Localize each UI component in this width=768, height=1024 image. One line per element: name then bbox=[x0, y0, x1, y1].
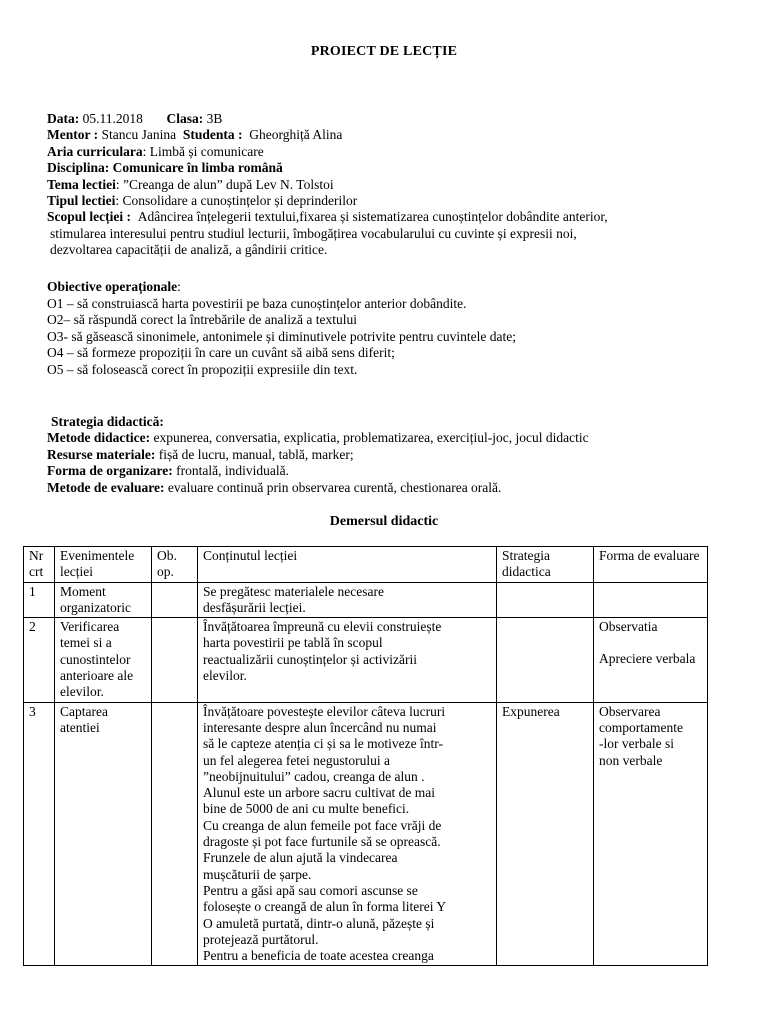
row-event: Verificarea temei si a cunostintelor anterioare ale elevilor. bbox=[55, 618, 152, 702]
content-line: bine de 5000 de ani cu multe benefici. bbox=[203, 801, 410, 817]
tipul-row bbox=[47, 193, 737, 209]
evaluation-line: non verbale bbox=[599, 752, 663, 768]
content-line: desfășurării lecției. bbox=[203, 599, 306, 615]
row-content bbox=[198, 618, 497, 702]
content-line: mușcăturii de șarpe. bbox=[203, 866, 312, 882]
evaluare-value: evaluare continuă prin observarea curentă, chestionarea orală. bbox=[167, 479, 502, 495]
aria-label: Aria curriculara bbox=[47, 143, 143, 159]
data-value: 05.11.2018 bbox=[82, 111, 143, 126]
evaluare-row bbox=[47, 480, 747, 496]
objective-item: O3- să găsească sinonimele, antonimele și diminutivele potrivite pentru cuvintele date; bbox=[47, 328, 516, 344]
disciplina-value: Comunicare în limba română bbox=[112, 160, 283, 176]
forma-row bbox=[47, 463, 747, 479]
studenta-label: Studenta : bbox=[182, 127, 243, 143]
row-content bbox=[198, 582, 497, 618]
content-line: protejează purtătorul. bbox=[203, 931, 319, 947]
tipul-value: : Consolidare a cunoștințelor și deprinderilor bbox=[115, 193, 358, 209]
objectives-heading-text: Obiective operaționale bbox=[47, 279, 178, 294]
table-header-row bbox=[24, 547, 708, 583]
evaluation-line: Apreciere verbala bbox=[599, 651, 696, 667]
lesson-table bbox=[23, 546, 708, 966]
row-evaluation bbox=[594, 702, 708, 966]
resurse-value: fișă de lucru, manual, tablă, marker; bbox=[158, 446, 354, 462]
row-event: Moment organizatoric bbox=[55, 582, 152, 618]
table-row bbox=[24, 702, 708, 966]
content-line: un fel alegerea fetei negustorului a bbox=[203, 752, 391, 768]
data-label: Data: bbox=[47, 111, 80, 126]
objectives-heading-suffix: : bbox=[177, 279, 181, 294]
content-line: elevilor. bbox=[203, 668, 247, 684]
row-content bbox=[198, 702, 497, 966]
content-line: Alunul este un arbore sacru cultivat de mai bbox=[203, 785, 436, 801]
scopul-label: Scopul lecției : bbox=[47, 209, 131, 225]
metode-row bbox=[47, 430, 747, 446]
row-strategy: Expunerea bbox=[497, 702, 594, 966]
content-line: să le capteze atenția ci și sa le motiveze într- bbox=[203, 736, 443, 752]
studenta-value: Gheorghiță Alina bbox=[249, 127, 343, 143]
content-line: ”neobijnuitului” cadou, creanga de alun . bbox=[203, 768, 425, 784]
header-cell: Forma de evaluare bbox=[594, 547, 708, 583]
evaluare-label: Metode de evaluare: bbox=[47, 479, 165, 495]
date-class-row bbox=[47, 111, 737, 127]
strategy-heading bbox=[47, 414, 747, 430]
header-cell: Conținutul lecției bbox=[198, 547, 497, 583]
disciplina-label: Disciplina: bbox=[47, 160, 110, 176]
mentor-row bbox=[47, 127, 737, 143]
header-cell: Evenimentele lecției bbox=[55, 547, 152, 583]
aria-row bbox=[47, 144, 737, 160]
mentor-label: Mentor : bbox=[47, 127, 99, 143]
header-cell: Strategia didactica bbox=[497, 547, 594, 583]
resurse-label: Resurse materiale: bbox=[47, 446, 156, 462]
lesson-info bbox=[47, 111, 737, 259]
evaluation-line: Observarea comportamente bbox=[599, 703, 683, 735]
objectives-heading bbox=[47, 279, 737, 296]
content-line: Pentru a găsi apă sau comori ascunse se bbox=[203, 882, 418, 898]
row-objective bbox=[152, 582, 198, 618]
metode-value: expunerea, conversatia, explicatia, problematizarea, exercițiul-joc, jocul didactic bbox=[153, 430, 589, 446]
scopul-line: stimularea interesului pentru studiul lecturii, îmbogățirea vocabularului cu cuvinte și expresii noi, bbox=[50, 225, 577, 241]
forma-label: Forma de organizare: bbox=[47, 463, 173, 479]
metode-label: Metode didactice: bbox=[47, 430, 151, 446]
document-title: PROIECT DE LECȚIE bbox=[310, 44, 458, 59]
row-number: 2 bbox=[24, 618, 55, 702]
clasa-label: Clasa: bbox=[166, 111, 204, 126]
table-row bbox=[24, 618, 708, 702]
forma-value: frontală, individuală. bbox=[176, 463, 289, 479]
content-line: Pentru a beneficia de toate acestea creanga bbox=[203, 948, 434, 964]
tipul-label: Tipul lectiei bbox=[47, 193, 116, 209]
tema-row bbox=[47, 177, 737, 193]
row-number: 3 bbox=[24, 702, 55, 966]
clasa-value: 3B bbox=[206, 111, 223, 126]
content-line: Cu creanga de alun femeile pot face vrăji de bbox=[203, 817, 442, 833]
resurse-row bbox=[47, 447, 747, 463]
content-line: reactualizării cunoștințelor și activizării bbox=[203, 651, 418, 667]
disciplina-row bbox=[47, 160, 737, 176]
strategy-heading-text: Strategia didactică: bbox=[51, 414, 164, 429]
objective-item: O2– să răspundă corect la întrebările de analiză a textului bbox=[47, 312, 357, 328]
content-line: harta povestirii pe tablă în scopul bbox=[203, 635, 383, 651]
objective-item: O4 – să formeze propoziții în care un cuvânt să aibă sens diferit; bbox=[47, 345, 395, 361]
content-line: Se pregătesc materialele necesare bbox=[203, 583, 385, 599]
objectives-section bbox=[47, 279, 737, 379]
evaluation-line: Observatia bbox=[599, 619, 658, 635]
content-line: dragoste și pot face furtunile să se oprească. bbox=[203, 834, 441, 850]
row-strategy bbox=[497, 618, 594, 702]
scopul-row bbox=[47, 209, 737, 225]
content-line: O amuletă purtată, dintr-o alună, păzește și bbox=[203, 915, 435, 931]
header-cell: Nr crt bbox=[24, 547, 55, 583]
row-objective bbox=[152, 618, 198, 702]
content-line: Învățătoarea împreună cu elevii construiește bbox=[203, 619, 442, 635]
tema-label: Tema lectiei bbox=[47, 176, 116, 192]
scopul-line: dezvoltarea capacității de analiză, a gândirii critice. bbox=[50, 242, 328, 258]
blank-line bbox=[599, 635, 702, 651]
objective-item: O1 – să construiască harta povestirii pe baza cunoștințelor anterior dobândite. bbox=[47, 295, 467, 311]
table-row bbox=[24, 582, 708, 618]
tema-value: : ”Creanga de alun” după Lev N. Tolstoi bbox=[115, 176, 334, 192]
content-line: interesante despre alun încercând nu numai bbox=[203, 719, 437, 735]
mentor-value: Stancu Janina bbox=[101, 127, 177, 143]
strategy-section bbox=[47, 414, 747, 496]
row-number: 1 bbox=[24, 582, 55, 618]
content-line: Frunzele de alun ajută la vindecarea bbox=[203, 850, 398, 866]
row-event: Captarea atentiei bbox=[55, 702, 152, 966]
content-line: Învățătoare povestește elevilor câteva lucruri bbox=[203, 703, 446, 719]
scopul-line: Adâncirea înțelegerii textului,fixarea și sistematizarea cunoștințelor dobândite anterior, bbox=[137, 209, 608, 225]
objective-item: O5 – să folosească corect în propoziții expresiile din text. bbox=[47, 361, 358, 377]
row-evaluation bbox=[594, 582, 708, 618]
table-title: Demersul didactic bbox=[329, 514, 439, 529]
aria-value: : Limbă și comunicare bbox=[142, 143, 264, 159]
evaluation-line: -lor verbale si bbox=[599, 736, 674, 752]
header-cell: Ob. op. bbox=[152, 547, 198, 583]
row-evaluation bbox=[594, 618, 708, 702]
row-objective bbox=[152, 702, 198, 966]
row-strategy bbox=[497, 582, 594, 618]
content-line: folosește o creangă de alun în forma literei Y bbox=[203, 899, 447, 915]
